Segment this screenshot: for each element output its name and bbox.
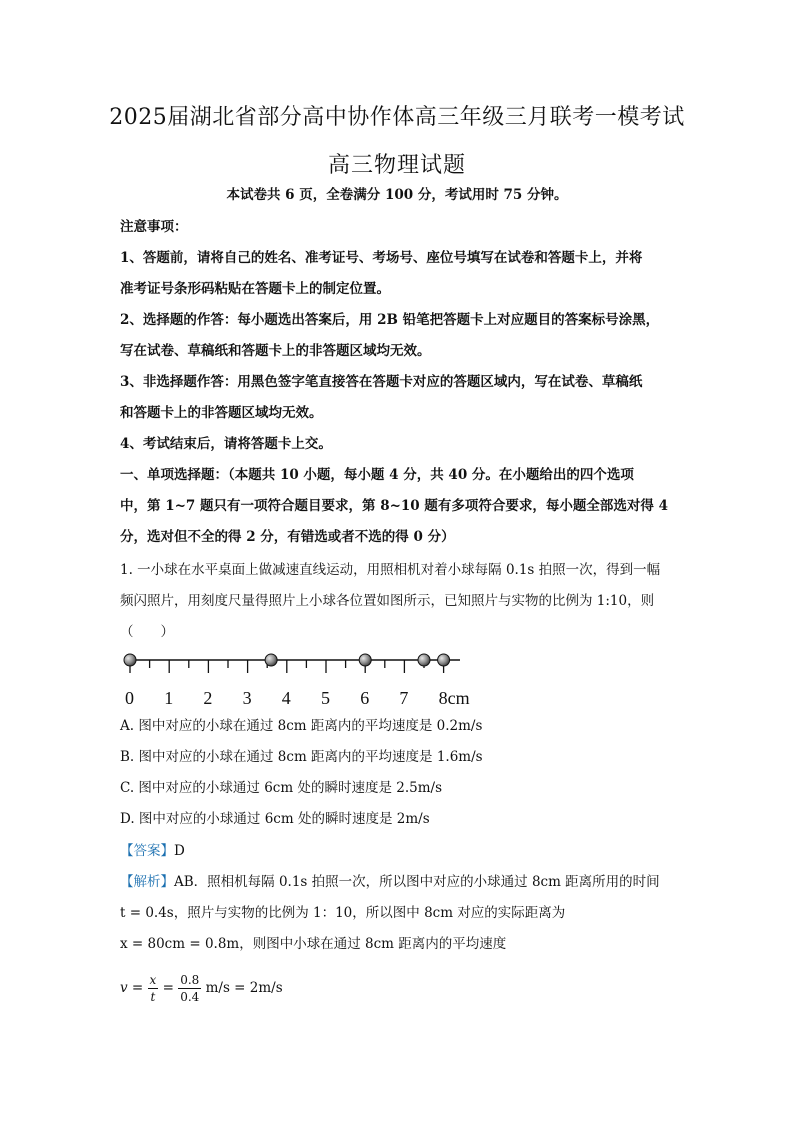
note-2-line-a: 2、选择题的作答：每小题选出答案后，用 2B 铅笔把答题卡上对应题目的答案标号涂黑， [120,312,660,328]
ruler-label: 6 [360,688,370,708]
note-1-line-a: 1、答题前，请将自己的姓名、准考证号、考场号、座位号填写在试卷和答题卡上，并将 [120,250,643,266]
note-3-line-b: 和答题卡上的非答题区域均无效。 [120,405,323,421]
ball-position [418,654,430,666]
option-d: D. 图中对应的小球通过 6cm 处的瞬时速度是 2m/s [120,811,430,827]
analysis-line-1 [120,873,680,891]
ruler-labels [125,688,470,708]
analysis-line-2: t = 0.4s，照片与实物的比例为 1：10，所以图中 8cm 对应的实际距离为 [120,905,566,921]
option-a: A. 图中对应的小球在通过 8cm 距离内的平均速度是 0.2m/s [120,718,483,734]
answer-tag: 【答案】 [120,843,174,859]
ruler-label: 1 [164,688,174,708]
section-header-line-3: 分，选对但不全的得 2 分，有错选或者不选的得 0 分） [120,529,455,545]
ball-position [438,654,450,666]
answer-blank: （ ） [120,624,174,640]
option-b: B. 图中对应的小球在通过 8cm 距离内的平均速度是 1.6m/s [120,749,483,765]
exam-info: 本试卷共 6 页，全卷满分 100 分，考试用时 75 分钟。 [226,187,568,203]
ruler-label: 8cm [438,688,470,708]
formula-rhs: m/s = 2m/s [205,980,283,996]
ball-position [265,654,277,666]
ruler-figure [118,648,488,710]
section-header-line-1: 一、单项选择题：（本题共 10 小题，每小题 4 分，共 40 分。在小题给出的四个选项 [120,467,634,483]
answer-line [120,842,680,860]
formula-fraction-2 [178,972,201,1005]
answer-value: D [174,843,185,859]
formula-fraction-1-num: x [149,973,157,987]
ruler-ticks [130,660,444,673]
exam-subtitle: 高三物理试题 [327,153,466,178]
formula-lhs: v = [120,980,144,996]
note-4: 4、考试结束后，请将答题卡上交。 [120,436,332,452]
section-header-line-2: 中，第 1~7 题只有一项符合题目要求，第 8~10 题有多项符合要求，每小题全部选对得 4 [120,498,668,514]
ball-position [359,654,371,666]
analysis-tag: 【解析】 [120,874,174,890]
question-stem-line-2: 频闪照片，用刻度尺量得照片上小球各位置如图所示，已知照片与实物的比例为 1:10，则 [120,593,655,609]
ruler-label: 0 [125,688,134,708]
ball-position [124,654,136,666]
question-stem-line-1: 1. 一小球在水平桌面上做减速直线运动，用照相机对着小球每隔 0.1s 拍照一次，得到一幅 [120,562,661,578]
analysis-text-1: AB．照相机每隔 0.1s 拍照一次，所以图中对应的小球通过 8cm 距离所用的时间 [174,874,660,890]
ruler-label: 5 [321,688,330,708]
ruler-label: 3 [242,688,252,708]
formula-line [120,968,680,1008]
ruler-label: 4 [281,688,291,708]
formula-fraction-2-num: 0.8 [180,973,200,987]
note-2-line-b: 写在试卷、草稿纸和答题卡上的非答题区域均无效。 [120,343,431,359]
formula-equals: = [162,980,174,996]
ruler-label: 7 [399,688,409,708]
note-1-line-b: 准考证号条形码粘贴在答题卡上的制定位置。 [120,281,390,297]
exam-title: 2025届湖北省部分高中协作体高三年级三月联考一模考试 [109,105,685,130]
ruler-label: 2 [203,688,213,708]
notes-heading: 注意事项： [120,219,188,235]
formula-fraction-2-den: 0.4 [180,990,200,1004]
note-3-line-a: 3、非选择题作答：用黑色签字笔直接答在答题卡对应的答题区域内，写在试卷、草稿纸 [120,374,643,390]
formula-fraction-1-den: t [150,990,156,1004]
analysis-line-3: x = 80cm = 0.8m，则图中小球在通过 8cm 距离内的平均速度 [120,936,507,952]
option-c: C. 图中对应的小球通过 6cm 处的瞬时速度是 2.5m/s [120,780,443,796]
formula-fraction-1 [148,972,159,1005]
